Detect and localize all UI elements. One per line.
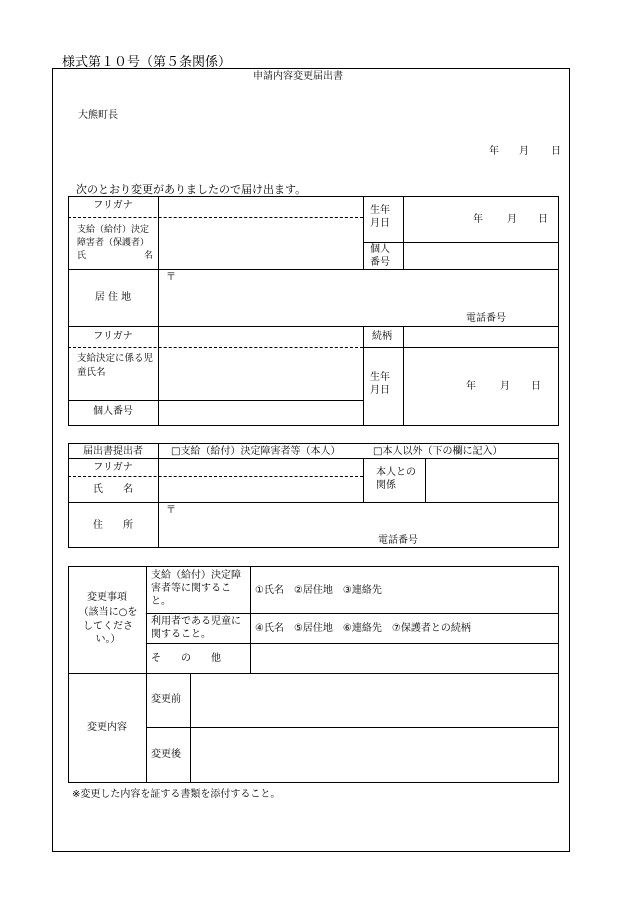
footer-note: ※変更した内容を証する書類を添付すること。 (72, 789, 281, 800)
submitter-furigana-field[interactable] (159, 459, 362, 475)
change-other-label: そ の 他 (151, 653, 221, 664)
changes-items-note: （該当に○をしてください。） (78, 607, 138, 645)
child-relation-label: 続柄 (372, 331, 392, 342)
applicant-address-label: 居 住 地 (94, 292, 132, 303)
child-furigana-field[interactable] (159, 327, 362, 346)
applicant-name-label-line1: 支給（給付）決定 (77, 225, 150, 235)
applicant-phone-label: 電話番号 (466, 313, 506, 324)
applicant-name-label-line3a: 氏 (77, 251, 87, 261)
child-birth-month: 月 (500, 381, 510, 392)
intro-text: 次のとおり変更がありましたので届け出ます。 (76, 183, 307, 196)
submitter-postal-mark: 〒 (166, 505, 176, 516)
submitter-name-label: 氏 名 (93, 484, 133, 495)
change-group2-label: 利用者である児童に関すること。 (151, 616, 241, 640)
submitter-label: 届出書提出者 (83, 446, 143, 457)
applicant-postal-mark: 〒 (166, 272, 176, 283)
date-month-label: 月 (519, 146, 529, 157)
submitter-name-field[interactable] (159, 477, 362, 501)
applicant-furigana-label: フリガナ (93, 200, 133, 211)
child-name-label: 支給決定に係る児童氏名 (77, 353, 154, 378)
change-after-field[interactable] (191, 728, 558, 782)
form-title: 申請内容変更届出書 (253, 71, 343, 82)
change-group1-label: 支給（給付）決定障害者等に関すること。 (151, 570, 241, 607)
child-furigana-label: フリガナ (93, 331, 133, 342)
date-day-label: 日 (551, 146, 561, 157)
submitter-option-self[interactable]: □支給（給付）決定障害者等（本人） (171, 446, 341, 457)
form-number: 様式第１０号（第５条関係） (62, 55, 232, 70)
change-group2-options[interactable]: ④氏名 ⑤居住地 ⑥連絡先 ⑦保護者との続柄 (255, 623, 471, 634)
addressee: 大熊町長 (78, 110, 118, 121)
child-birth-year: 年 (466, 381, 476, 392)
child-name-field[interactable] (159, 348, 362, 399)
submitter-address-label: 住 所 (93, 520, 133, 531)
change-other-field[interactable] (251, 644, 558, 672)
date-year-label: 年 (489, 146, 499, 157)
change-before-label: 変更前 (151, 694, 181, 705)
applicant-name-field[interactable] (159, 218, 362, 268)
applicant-name-label-line3b: 名 (144, 251, 154, 261)
change-before-field[interactable] (191, 674, 558, 726)
submitter-phone-label: 電話番号 (378, 535, 418, 546)
changes-items-label: 変更事項 (87, 592, 127, 603)
child-relation-field[interactable] (404, 327, 558, 346)
applicant-birth-label: 生年月日 (370, 205, 390, 229)
applicant-name-label-line2: 障害者（保護者） (77, 238, 150, 248)
applicant-id-label: 個人番号 (370, 244, 390, 268)
child-birth-day: 日 (531, 381, 541, 392)
change-after-label: 変更後 (151, 749, 181, 760)
submitter-relation-field[interactable] (426, 459, 558, 501)
child-id-field[interactable] (159, 401, 362, 425)
applicant-id-field[interactable] (404, 243, 558, 268)
submitter-option-other[interactable]: □本人以外（下の欄に記入） (373, 446, 503, 457)
change-content-label: 変更内容 (87, 722, 127, 733)
applicant-birth-month: 月 (507, 214, 517, 225)
change-group1-options[interactable]: ①氏名 ②居住地 ③連絡先 (255, 585, 382, 596)
child-id-label: 個人番号 (93, 406, 133, 417)
applicant-birth-year: 年 (473, 214, 483, 225)
submitter-relation-label: 本人との関係 (376, 467, 416, 491)
child-birth-label: 生年月日 (370, 372, 390, 396)
applicant-address-field[interactable] (176, 272, 556, 310)
applicant-furigana-field[interactable] (159, 197, 362, 216)
submitter-address-field[interactable] (176, 505, 556, 533)
submitter-furigana-label: フリガナ (93, 462, 133, 473)
applicant-birth-day: 日 (538, 214, 548, 225)
